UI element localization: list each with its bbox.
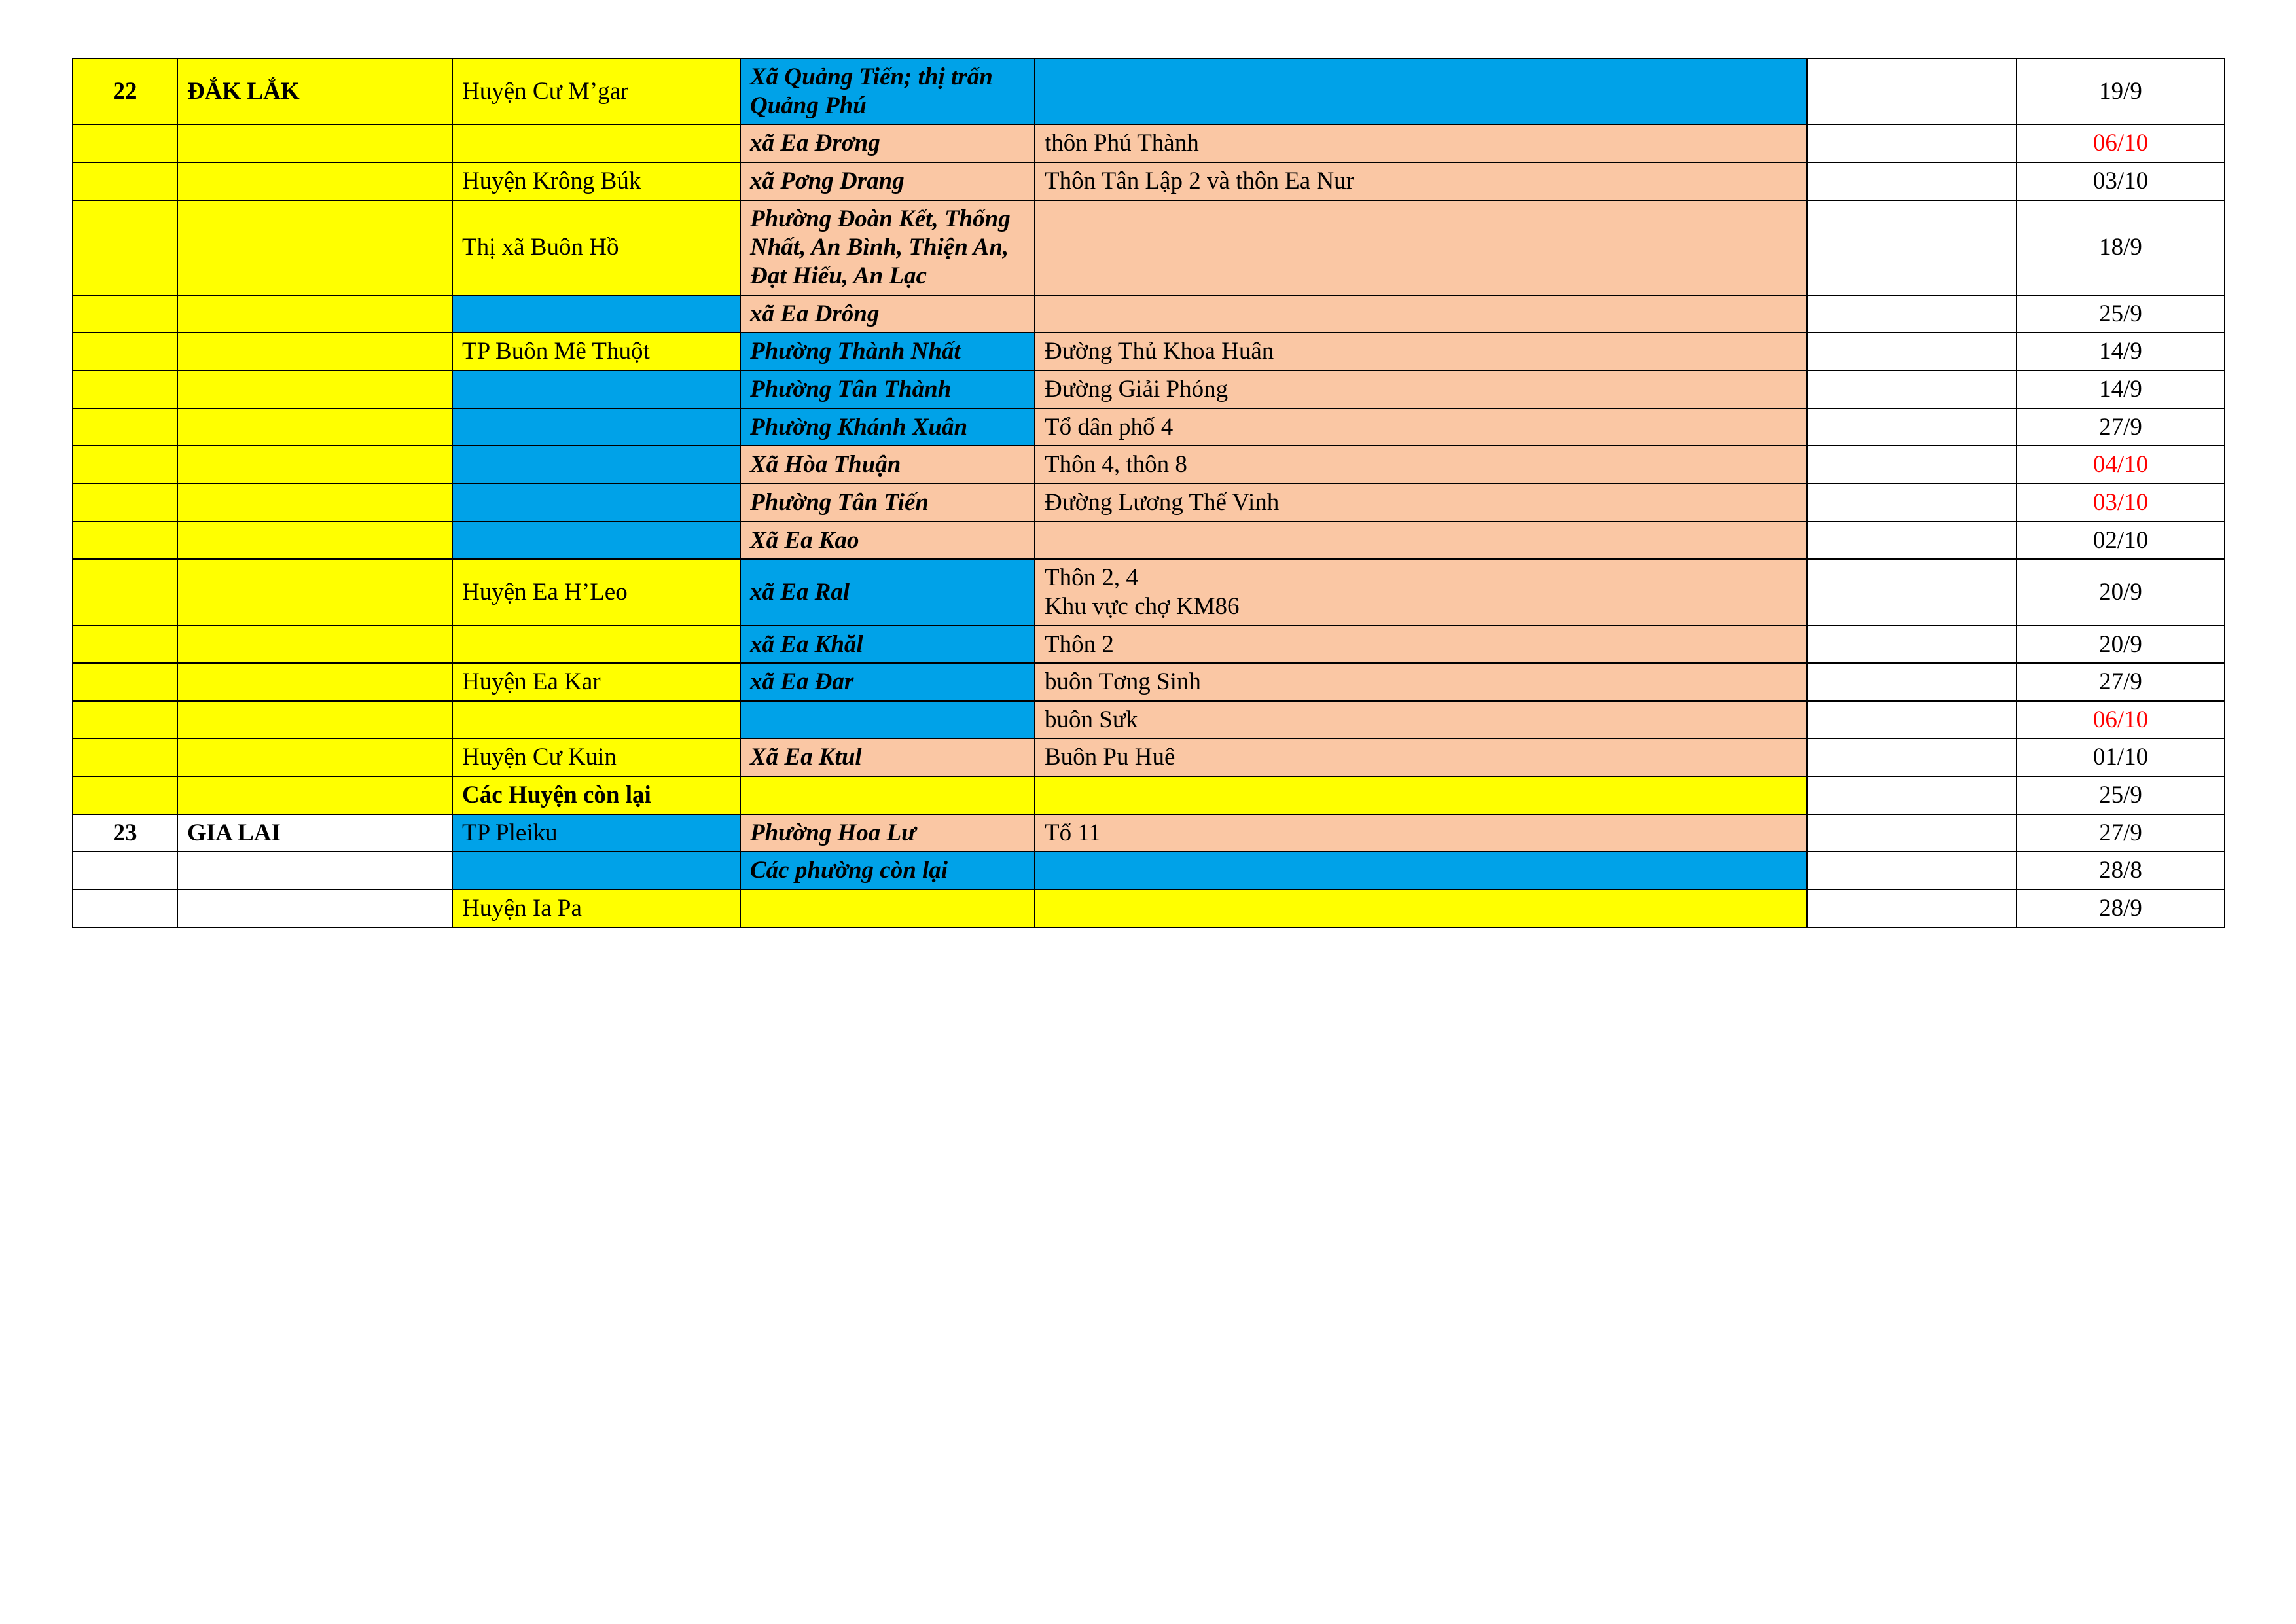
cell-detail: Thôn 2, 4 Khu vực chợ KM86	[1035, 559, 1807, 625]
cell-district: TP Buôn Mê Thuột	[452, 333, 740, 370]
table-row	[73, 852, 2225, 890]
cell-blank	[1807, 626, 2017, 664]
cell-detail: thôn Phú Thành	[1035, 124, 1807, 162]
cell-ward: Xã Ea Kao	[740, 522, 1035, 560]
cell-province: GIA LAI	[177, 814, 452, 852]
cell-detail	[1035, 852, 1807, 890]
cell-district	[452, 484, 740, 522]
table-row	[73, 776, 2225, 814]
cell-district	[452, 626, 740, 664]
cell-district: Huyện Ia Pa	[452, 890, 740, 928]
table-row	[73, 738, 2225, 776]
cell-ward: xã Ea Drông	[740, 295, 1035, 333]
cell-blank	[1807, 701, 2017, 739]
table-row	[73, 295, 2225, 333]
cell-ward: Phường Đoàn Kết, Thống Nhất, An Bình, Thiện An, Đạt Hiếu, An Lạc	[740, 200, 1035, 295]
cell-ward	[740, 701, 1035, 739]
cell-detail	[1035, 522, 1807, 560]
cell-province	[177, 124, 452, 162]
cell-blank	[1807, 295, 2017, 333]
cell-ward: xã Ea Đrơng	[740, 124, 1035, 162]
cell-province	[177, 408, 452, 446]
cell-detail: Buôn Pu Huê	[1035, 738, 1807, 776]
cell-district: Các Huyện còn lại	[452, 776, 740, 814]
cell-detail: Đường Thủ Khoa Huân	[1035, 333, 1807, 370]
cell-stt	[73, 776, 177, 814]
cell-blank	[1807, 738, 2017, 776]
cell-province	[177, 446, 452, 484]
cell-district: TP Pleiku	[452, 814, 740, 852]
cell-ward: xã Pơng Drang	[740, 162, 1035, 200]
cell-ward: xã Ea Khăl	[740, 626, 1035, 664]
cell-district	[452, 370, 740, 408]
cell-ward: Xã Ea Ktul	[740, 738, 1035, 776]
cell-detail: buôn Tơng Sinh	[1035, 663, 1807, 701]
cell-date: 04/10	[2017, 446, 2225, 484]
cell-blank	[1807, 559, 2017, 625]
cell-stt	[73, 522, 177, 560]
locations-table	[72, 58, 2225, 928]
cell-date: 14/9	[2017, 333, 2225, 370]
cell-stt	[73, 124, 177, 162]
cell-blank	[1807, 408, 2017, 446]
cell-date: 27/9	[2017, 408, 2225, 446]
table-row	[73, 124, 2225, 162]
cell-district	[452, 701, 740, 739]
cell-province	[177, 370, 452, 408]
cell-stt	[73, 701, 177, 739]
cell-ward: Phường Tân Tiến	[740, 484, 1035, 522]
cell-province	[177, 333, 452, 370]
cell-province	[177, 295, 452, 333]
cell-date: 03/10	[2017, 162, 2225, 200]
cell-date: 28/9	[2017, 890, 2225, 928]
cell-date: 01/10	[2017, 738, 2225, 776]
cell-blank	[1807, 852, 2017, 890]
cell-detail: Đường Lương Thế Vinh	[1035, 484, 1807, 522]
cell-detail	[1035, 776, 1807, 814]
cell-province: ĐẮK LẮK	[177, 58, 452, 124]
cell-province	[177, 663, 452, 701]
cell-detail: Tổ dân phố 4	[1035, 408, 1807, 446]
cell-stt	[73, 408, 177, 446]
cell-district: Huyện Cư Kuin	[452, 738, 740, 776]
table-row	[73, 408, 2225, 446]
cell-date: 14/9	[2017, 370, 2225, 408]
cell-ward: Xã Hòa Thuận	[740, 446, 1035, 484]
cell-ward: Các phường còn lại	[740, 852, 1035, 890]
cell-ward: Xã Quảng Tiến; thị trấn Quảng Phú	[740, 58, 1035, 124]
table-row	[73, 162, 2225, 200]
cell-date: 02/10	[2017, 522, 2225, 560]
cell-blank	[1807, 333, 2017, 370]
cell-blank	[1807, 162, 2017, 200]
cell-stt	[73, 446, 177, 484]
cell-province	[177, 738, 452, 776]
cell-blank	[1807, 58, 2017, 124]
cell-stt	[73, 890, 177, 928]
cell-province	[177, 162, 452, 200]
cell-ward: xã Ea Ral	[740, 559, 1035, 625]
table-body	[73, 58, 2225, 928]
cell-province	[177, 776, 452, 814]
cell-stt	[73, 162, 177, 200]
cell-blank	[1807, 814, 2017, 852]
cell-date: 25/9	[2017, 776, 2225, 814]
cell-ward: Phường Tân Thành	[740, 370, 1035, 408]
cell-date: 06/10	[2017, 124, 2225, 162]
cell-blank	[1807, 663, 2017, 701]
cell-date: 20/9	[2017, 626, 2225, 664]
cell-ward: Phường Hoa Lư	[740, 814, 1035, 852]
cell-detail: Đường Giải Phóng	[1035, 370, 1807, 408]
cell-blank	[1807, 200, 2017, 295]
cell-date: 06/10	[2017, 701, 2225, 739]
cell-detail	[1035, 200, 1807, 295]
cell-date: 03/10	[2017, 484, 2225, 522]
cell-stt	[73, 200, 177, 295]
cell-province	[177, 890, 452, 928]
cell-province	[177, 852, 452, 890]
cell-blank	[1807, 370, 2017, 408]
table-row	[73, 701, 2225, 739]
table-row	[73, 890, 2225, 928]
cell-blank	[1807, 522, 2017, 560]
table-row	[73, 663, 2225, 701]
cell-date: 20/9	[2017, 559, 2225, 625]
cell-district	[452, 295, 740, 333]
cell-stt	[73, 663, 177, 701]
cell-ward: Phường Khánh Xuân	[740, 408, 1035, 446]
cell-date: 27/9	[2017, 814, 2225, 852]
cell-ward: xã Ea Đar	[740, 663, 1035, 701]
cell-stt	[73, 484, 177, 522]
cell-ward: Phường Thành Nhất	[740, 333, 1035, 370]
cell-district	[452, 446, 740, 484]
cell-detail: buôn Sưk	[1035, 701, 1807, 739]
cell-stt: 22	[73, 58, 177, 124]
table-row	[73, 333, 2225, 370]
cell-date: 18/9	[2017, 200, 2225, 295]
cell-district	[452, 852, 740, 890]
table-row	[73, 446, 2225, 484]
cell-province	[177, 701, 452, 739]
cell-district: Huyện Ea Kar	[452, 663, 740, 701]
cell-detail: Tổ 11	[1035, 814, 1807, 852]
table-row	[73, 626, 2225, 664]
cell-province	[177, 200, 452, 295]
cell-ward	[740, 890, 1035, 928]
table-row	[73, 484, 2225, 522]
cell-stt	[73, 295, 177, 333]
cell-blank	[1807, 124, 2017, 162]
cell-blank	[1807, 776, 2017, 814]
table-row	[73, 370, 2225, 408]
table-row	[73, 200, 2225, 295]
cell-stt: 23	[73, 814, 177, 852]
cell-district: Huyện Cư M’gar	[452, 58, 740, 124]
cell-date: 28/8	[2017, 852, 2225, 890]
cell-blank	[1807, 890, 2017, 928]
cell-stt	[73, 852, 177, 890]
cell-stt	[73, 333, 177, 370]
cell-detail: Thôn 2	[1035, 626, 1807, 664]
cell-district	[452, 124, 740, 162]
cell-date: 19/9	[2017, 58, 2225, 124]
table-row	[73, 522, 2225, 560]
cell-district	[452, 408, 740, 446]
table-row	[73, 814, 2225, 852]
cell-province	[177, 626, 452, 664]
cell-date: 25/9	[2017, 295, 2225, 333]
cell-detail	[1035, 295, 1807, 333]
cell-district: Huyện Ea H’Leo	[452, 559, 740, 625]
cell-district	[452, 522, 740, 560]
cell-date: 27/9	[2017, 663, 2225, 701]
cell-stt	[73, 738, 177, 776]
cell-ward	[740, 776, 1035, 814]
cell-district: Thị xã Buôn Hồ	[452, 200, 740, 295]
table-row	[73, 58, 2225, 124]
table-row	[73, 559, 2225, 625]
cell-detail: Thôn Tân Lập 2 và thôn Ea Nur	[1035, 162, 1807, 200]
cell-province	[177, 522, 452, 560]
cell-stt	[73, 370, 177, 408]
cell-blank	[1807, 484, 2017, 522]
cell-blank	[1807, 446, 2017, 484]
cell-detail	[1035, 58, 1807, 124]
cell-stt	[73, 559, 177, 625]
cell-district: Huyện Krông Búk	[452, 162, 740, 200]
cell-province	[177, 559, 452, 625]
cell-detail	[1035, 890, 1807, 928]
cell-province	[177, 484, 452, 522]
cell-detail: Thôn 4, thôn 8	[1035, 446, 1807, 484]
cell-stt	[73, 626, 177, 664]
